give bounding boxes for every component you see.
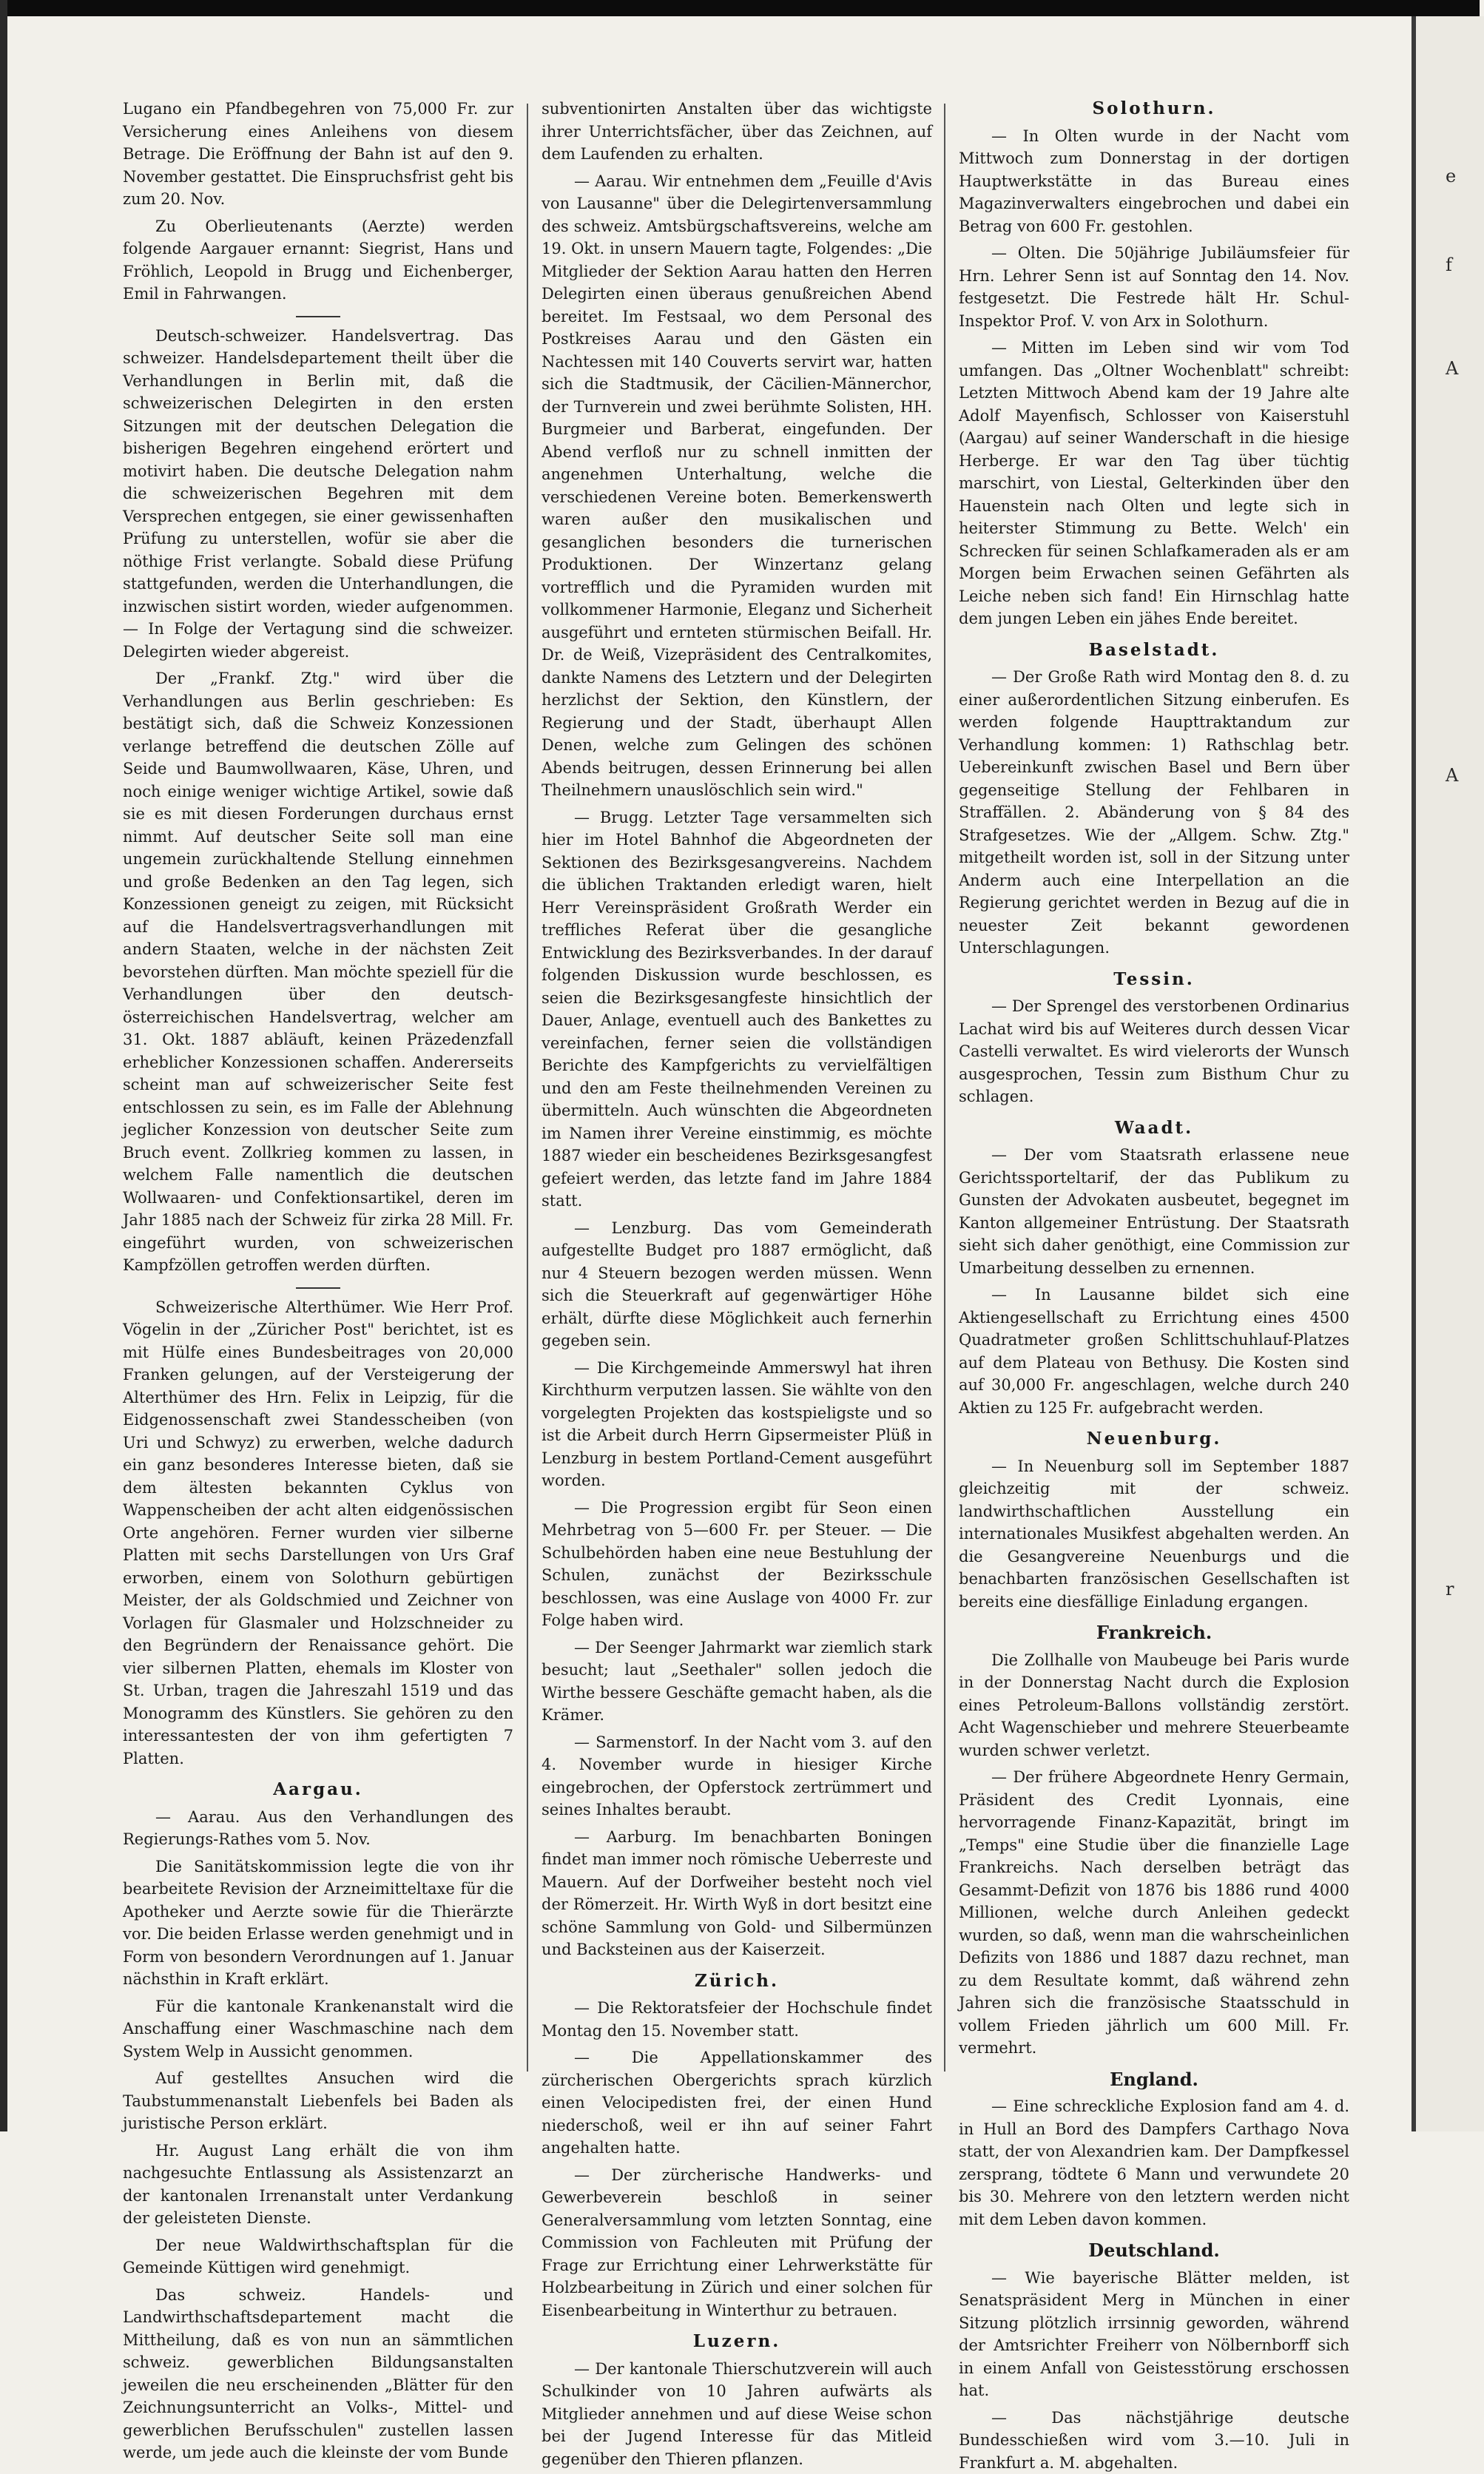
article-text: — Das nächstjährige deutsche Bundesschießen wird vom 3.—10. Juli in Frankfurt a. M. abgehalten. xyxy=(959,2407,1349,2474)
article-text: Zu Oberlieutenants (Aerzte) werden folgende Aargauer ernannt: Siegrist, Hans und Fröhlich, Leopold in Brugg und Eichenberger, Emil in Fahrwangen. xyxy=(123,215,513,306)
article-text: Der „Frankf. Ztg." wird über die Verhandlungen aus Berlin geschrieben: Es bestätigt sich, daß die Schweiz Konzessionen verlange betreffend die deutschen Zölle auf Seide und Baumwollwaaren, Käse, Uhren, und noch einige weniger wichtige Artikel, sowie daß sie es mit diesen Forderungen durchaus ernst nimmt. Auf deutscher Seite soll man eine ungemein zurückhaltende Stellung einnehmen und große Bedenken an den Tag legen, sich Konzessionen geneigt zu zeigen, mit Rücksicht auf die Handelsvertragsverhandlungen mit andern Staaten, welche in der nächsten Zeit bevorstehen dürften. Man möchte speziell für die Verhandlungen über den deutsch-österreichischen Handelsvertrag, welcher am 31. Okt. 1887 abläuft, keinen Präzedenzfall erheblicher Konzessionen schaffen. Andererseits scheint man auf schweizerischer Seite fest entschlossen zu sein, es im Falle der Ablehnung jeglicher Konzession von deutscher Seite zum Bruch event. Zollkrieg kommen zu lassen, in welchem Falle namentlich die deutschen Wollwaaren- und Confektionsartikel, deren im Jahr 1885 nach der Schweiz für zirka 28 Mill. Fr. eingeführt wurden, von schweizerischen Kampfzöllen getroffen werden dürften. xyxy=(123,667,513,1277)
article-text: Deutsch-schweizer. Handelsvertrag. Das schweizer. Handelsdepartement theilt über die Verhandlungen in Berlin mit, daß die schweizerischen Delegirten in den ersten Sitzungen mit der deutschen Delegation die bisherigen Begehren eingehend erörtert und motivirt haben. Die deutsche Delegation nahm die schweizerischen Begehren mit dem Versprechen entgegen, sie einer gewissenhaften Prüfung zu unterstellen, wofür sie aber die nöthige Frist verlangte. Sobald diese Prüfung stattgefunden, werden die Unterhandlungen, die inzwischen sistirt worden, wieder aufgenommen. — In Folge der Vertagung sind die schweizer. Delegirten wieder abgereist. xyxy=(123,325,513,664)
article-text: — Der zürcherische Handwerks- und Gewerbeverein beschloß in seiner Generalversammlung vom letzten Sonntag, eine Commission von Fachleuten mit Prüfung der Frage zur Errichtung einer Lehrwerkstätte für Holzbearbeitung in Zürich und einer solchen für Eisenbearbeitung in Winterthur zu betrauen. xyxy=(542,2164,932,2322)
article-text: — Olten. Die 50jährige Jubiläumsfeier für Hrn. Lehrer Senn ist auf Sonntag den 14. Nov. festgesetzt. Die Festrede hält Hr. Schul-Inspektor Prof. V. von Arx in Solothurn. xyxy=(959,242,1349,332)
article-text: — Wie bayerische Blätter melden, ist Senatspräsident Merg in München in einer Sitzung plötzlich irrsinnig geworden, während der Amtsrichter Freiherr von Nölbernborff sich in einem Anfall von Geistesstörung erschossen hat. xyxy=(959,2267,1349,2402)
page-left-edge xyxy=(0,0,7,2131)
article-text: — Der kantonale Thierschutzverein will auch Schulkinder von 10 Jahren aufwärts als Mitglieder annehmen und auf diese Weise schon bei der Jugend Interesse für das Mitleid gegenüber den Thieren pflanzen. xyxy=(542,2358,932,2471)
article-text: Lugano ein Pfandbegehren von 75,000 Fr. zur Versicherung eines Anleihens von diesem Betrage. Die Eröffnung der Bahn ist auf den 9. November gestattet. Die Einspruchsfrist geht bis zum 20. Nov. xyxy=(123,98,513,211)
article-text: — Brugg. Letzter Tage versammelten sich hier im Hotel Bahnhof die Abgeordneten der Sektionen des Bezirksgesangvereins. Nachdem die üblichen Traktanden erledigt waren, hielt Herr Vereinspräsident Großrath Werder ein treffliches Referat über die gesangliche Entwicklung des Bezirksverbandes. In der darauf folgenden Diskussion wurde beschlossen, es seien die Bezirksgesangfeste hinsichtlich der Dauer, Anlage, eventuell auch des Bankettes zu vereinfachen, ferner seien die vollständigen Berichte des Kampfgerichts zu vervielfältigen und den am Feste theilnehmenden Vereinen zu übermitteln. Auch wünschten die Abgeordneten im Namen ihrer Vereine einstimmig, es möchte 1887 wieder ein bescheidenes Bezirksgesangfest gefeiert werden, das letzte fand im Jahre 1884 statt. xyxy=(542,806,932,1213)
section-heading-aargau: Aargau. xyxy=(123,1779,513,1801)
article-text: Der neue Waldwirthschaftsplan für die Gemeinde Küttigen wird genehmigt. xyxy=(123,2234,513,2279)
edge-fragment: r xyxy=(1446,1577,1454,1601)
article-text: — Aarau. Aus den Verhandlungen des Regierungs-Rathes vom 5. Nov. xyxy=(123,1806,513,1851)
article-text: — Die Kirchgemeinde Ammerswyl hat ihren Kirchthurm verputzen lassen. Sie wählte von den vorgelegten Projekten das kostspieligste und so ist die Arbeit durch Herrn Gipsermeister Plüß in Lenzburg in bestem Portland-Cement ausgeführt worden. xyxy=(542,1357,932,1492)
separator-rule xyxy=(296,1287,340,1289)
article-text: — Die Appellationskammer des zürcherischen Obergerichts sprach kürzlich einen Velocipedisten frei, der einen Hund niederschoß, weil er ihn auf seiner Fahrt angehalten hatte. xyxy=(542,2046,932,2160)
article-text: — Aarau. Wir entnehmen dem „Feuille d'Avis von Lausanne" über die Delegirtenversammlung des schweiz. Amtsbürgschaftsvereins, welche am 19. Okt. in unsern Mauern tagte, Folgendes: „Die Mitglieder der Sektion Aarau hatten den Herren Delegirten einen überaus genußreichen Abend bereitet. Im Festsaal, wo dem Personal des Postkreises Aarau und den Gästen ein Nachtessen mit 140 Couverts servirt war, hatten sich die Stadtmusik, der Cäcilien-Männerchor, der Turnverein und zwei berühmte Solisten, HH. Burgmeier und Barberat, eingefunden. Der Abend verfloß nur zu schnell inmitten der angenehmen Unterhaltung, welche die verschiedenen Vereine boten. Bemerkenswerth waren außer den musikalischen und gesanglichen besonders die turnerischen Produktionen. Der Winzertanz gelang vortrefflich und die Pyramiden wurden mit vollkommener Harmonie, Eleganz und Sicherheit ausgeführt und ernteten stürmischen Beifall. Hr. Dr. de Weiß, Vizepräsident des Centralkomites, dankte Namens des Letztern und der Delegirten herzlichst der Sektion, den Künstlern, der Regierung und der Stadt, überhaupt Allen Denen, welche zum Gelingen des schönen Abends beitrugen, dessen Erinnerung bei allen Theilnehmern unauslöschlich sein wird." xyxy=(542,170,932,802)
article-text: — Die Rektoratsfeier der Hochschule findet Montag den 15. November statt. xyxy=(542,1997,932,2042)
section-heading-luzern: Luzern. xyxy=(542,2330,932,2353)
article-text: — In Lausanne bildet sich eine Aktiengesellschaft zu Errichtung eines 4500 Quadratmeter großen Schlittschuhlauf-Platzes auf dem Plateau von Bethusy. Die Kosten sind auf 30,000 Fr. angeschlagen, welche durch 240 Aktien zu 125 Fr. aufgebracht werden. xyxy=(959,1284,1349,1419)
article-text: Schweizerische Alterthümer. Wie Herr Prof. Vögelin in der „Züricher Post" berichtet, ist es mit Hülfe eines Bundesbeitrages von 20,000 Franken gelungen, auf der Versteigerung der Alterthümer des Hrn. Felix in Leipzig, für die Eidgenossenschaft zwei Standesscheiben (von Uri und Schwyz) zu erwerben, welche dadurch ein ganz besonderes Interesse bieten, daß sie dem ältesten bekannten Cyklus von Wappenscheiben der acht alten eidgenössischen Orte angehören. Ferner wurden vier silberne Platten mit sechs Darstellungen von Urs Graf erworben, einem von Solothurn gebürtigen Meister, der als Goldschmied und Zeichner von Vorlagen für Glasmaler und Holzschneider zu den Begründern der Renaissance gehört. Die vier silbernen Platten, ehemals im Kloster von St. Urban, tragen die Jahreszahl 1519 und das Monogramm des Künstlers. Sie gehören zu den interessantesten der von ihm gefertigten 7 Platten. xyxy=(123,1296,513,1770)
article-text: — Lenzburg. Das vom Gemeinderath aufgestellte Budget pro 1887 ermöglicht, daß nur 4 Steuern bezogen werden müssen. Wenn sich die Steuerkraft auf gegenwärtiger Höhe erhält, dürfte diese Möglichkeit auch fernerhin gegeben sein. xyxy=(542,1217,932,1352)
section-heading-baselstadt: Baselstadt. xyxy=(959,639,1349,662)
column-rule xyxy=(527,104,528,2072)
edge-fragment: A xyxy=(1446,764,1458,787)
adjacent-page-edge xyxy=(1412,16,1484,2131)
section-heading-zurich: Zürich. xyxy=(542,1970,932,1993)
section-heading-solothurn: Solothurn. xyxy=(959,98,1349,121)
article-text: Auf gestelltes Ansuchen wird die Taubstummenanstalt Liebenfels bei Baden als juristische Person erklärt. xyxy=(123,2067,513,2135)
article-text: — Eine schreckliche Explosion fand am 4. d. in Hull an Bord des Dampfers Carthago Nova statt, der von Alexandrien kam. Der Dampfkessel zersprang, tödtete 6 Mann und verwundete 20 bis 30. Mehrere von den letztern werden nicht mit dem Leben davon kommen. xyxy=(959,2095,1349,2231)
article-text: — Der vom Staatsrath erlassene neue Gerichtssporteltarif, der das Publikum zu Gunsten der Advokaten ausbeutet, begegnet im Kanton allgemeiner Entrüstung. Der Staatsrath sieht sich daher genöthigt, eine Commission zur Umarbeitung desselben zu ernennen. xyxy=(959,1144,1349,1279)
section-heading-deutschland: Deutschland. xyxy=(959,2239,1349,2262)
article-text: Die Sanitätskommission legte die von ihr bearbeitete Revision der Arzneimitteltaxe für die Apotheker und Aerzte sowie für die Thierärzte vor. Die beiden Erlasse werden genehmigt und in Form von besondern Verordnungen auf 1. Januar nächsthin in Kraft erklärt. xyxy=(123,1856,513,1991)
article-text: — Der Sprengel des verstorbenen Ordinarius Lachat wird bis auf Weiteres durch dessen Vicar Castelli verwaltet. Es wird vielerorts der Wunsch ausgesprochen, Tessin zum Bisthum Chur zu schlagen. xyxy=(959,995,1349,1108)
article-text: — Die Progression ergibt für Seon einen Mehrbetrag von 5—600 Fr. per Steuer. — Die Schulbehörden haben eine neue Bestuhlung der Schulen, zunächst der Bezirksschule beschlossen, was eine Auslage von 4000 Fr. zur Folge haben wird. xyxy=(542,1497,932,1632)
section-heading-neuenburg: Neuenburg. xyxy=(959,1428,1349,1451)
separator-rule xyxy=(296,316,340,317)
section-heading-tessin: Tessin. xyxy=(959,968,1349,991)
article-text: — Der Große Rath wird Montag den 8. d. zu einer außerordentlichen Sitzung einberufen. Es werden folgende Haupttraktandum zur Verhandlung kommen: 1) Rathschlag betr. Uebereinkunft zwischen Basel und Bern über gegenseitige Stellung der Fehlbaren in Straffällen. 2. Abänderung von § 84 des Strafgesetzes. Wie der „Allgem. Schw. Ztg." mitgetheilt worden ist, soll in der Sitzung unter Anderm auch eine Interpellation an die Regierung gerichtet werden in Bezug auf die in neuester Zeit bekannt gewordenen Unterschlagungen. xyxy=(959,666,1349,960)
edge-fragment: f xyxy=(1446,253,1452,277)
article-text: — In Neuenburg soll im September 1887 gleichzeitig mit der schweiz. landwirthschaftlichen Ausstellung ein internationales Musikfest abgehalten werden. An die Gesangvereine Neuenburgs und die benachbarten französischen Gesellschaften ist bereits eine diesfällige Einladung ergangen. xyxy=(959,1455,1349,1614)
section-heading-frankreich: Frankreich. xyxy=(959,1622,1349,1645)
article-text: Das schweiz. Handels- und Landwirthschaftsdepartement macht die Mittheilung, daß es von nun an sämmtlichen schweiz. gewerblichen Bildungsanstalten jeweilen die neu erscheinenden „Blätter für den Zeichnungsunterricht an Volks-, Mittel- und gewerblichen Berufsschulen" zustellen lassen werde, um jede auch die kleinste der vom Bunde xyxy=(123,2284,513,2464)
article-text: — Mitten im Leben sind wir vom Tod umfangen. Das „Oltner Wochenblatt" schreibt: Letzten Mittwoch Abend kam der 19 Jahre alte Adolf Mayenfisch, Schlosser von Kaiserstuhl (Aargau) auf seiner Wanderschaft in die hiesige Herberge. Er war den Tag über tüchtig marschirt, von Liestal, Gelterkinden über den Hauenstein nach Olten und legte sich in heiterster Stimmung zu Bette. Welch' ein Schrecken für seinen Schlafkameraden als er am Morgen beim Erwachen seinen Gefährten als Leiche neben sich fand! Ein Hirnschlag hatte dem jungen Leben ein jähes Ende bereitet. xyxy=(959,337,1349,630)
section-heading-england: England. xyxy=(959,2069,1349,2092)
column-3 xyxy=(959,98,1349,2088)
article-text: — Der frühere Abgeordnete Henry Germain, Präsident des Credit Lyonnais, eine hervorragende Finanz-Kapazität, bringt im „Temps" eine Studie über die finanzielle Lage Frankreichs. Nach derselben beträgt das Gesammt-Defizit von 1876 bis 1886 rund 4000 Millionen, welche durch Anleihen gedeckt wurden, so daß, wenn man die wahrscheinlichen Defizits von 1886 und 1887 dazu rechnet, man zu dem Resultate kommt, daß während zehn Jahren sich die französische Staatsschuld in vollem Frieden jährlich um 600 Mill. Fr. vermehrt. xyxy=(959,1766,1349,2060)
article-text: Die Zollhalle von Maubeuge bei Paris wurde in der Donnerstag Nacht durch die Explosion eines Petroleum-Ballons vollständig zerstört. Acht Wagenschieber und mehrere Steuerbeamte wurden schwer verletzt. xyxy=(959,1649,1349,1762)
article-text: — Sarmenstorf. In der Nacht vom 3. auf den 4. November wurde in hiesiger Kirche eingebrochen, der Opferstock zertrümmert und seines Inhaltes beraubt. xyxy=(542,1731,932,1821)
article-text: Hr. August Lang erhält die von ihm nachgesuchte Entlassung als Assistenzarzt an der kantonalen Irrenanstalt unter Verdankung der geleisteten Dienste. xyxy=(123,2140,513,2230)
section-heading-waadt: Waadt. xyxy=(959,1117,1349,1140)
article-text: — In Olten wurde in der Nacht vom Mittwoch zum Donnerstag in der dortigen Hauptwerkstätte in das Bureau eines Magazinverwalters eingebrochen und dabei ein Betrag von 600 Fr. gestohlen. xyxy=(959,125,1349,238)
edge-fragment: e xyxy=(1446,164,1456,188)
column-rule xyxy=(944,104,945,2072)
article-text: Für die kantonale Krankenanstalt wird die Anschaffung einer Waschmaschine nach dem System Welp in Aussicht genommen. xyxy=(123,1995,513,2063)
column-2 xyxy=(542,98,932,2088)
page-top-border xyxy=(0,0,1480,16)
article-text: — Aarburg. Im benachbarten Boningen findet man immer noch römische Ueberreste und Mauern. Auf der Dorfweiher besteht noch viel der Römerzeit. Hr. Wirth Wyß in dort besitzt eine schöne Sammlung von Gold- und Silbermünzen und Backsteinen aus der Kaiserzeit. xyxy=(542,1826,932,1961)
edge-fragment: A xyxy=(1446,357,1458,380)
article-text: subventionirten Anstalten über das wichtigste ihrer Unterrichtsfächer, über das Zeichnen, auf dem Laufenden zu erhalten. xyxy=(542,98,932,166)
article-text: — Der Seenger Jahrmarkt war ziemlich stark besucht; laut „Seethaler" sollen jedoch die Wirthe bessere Geschäfte gemacht haben, als die Krämer. xyxy=(542,1637,932,1727)
column-1 xyxy=(123,98,513,2088)
